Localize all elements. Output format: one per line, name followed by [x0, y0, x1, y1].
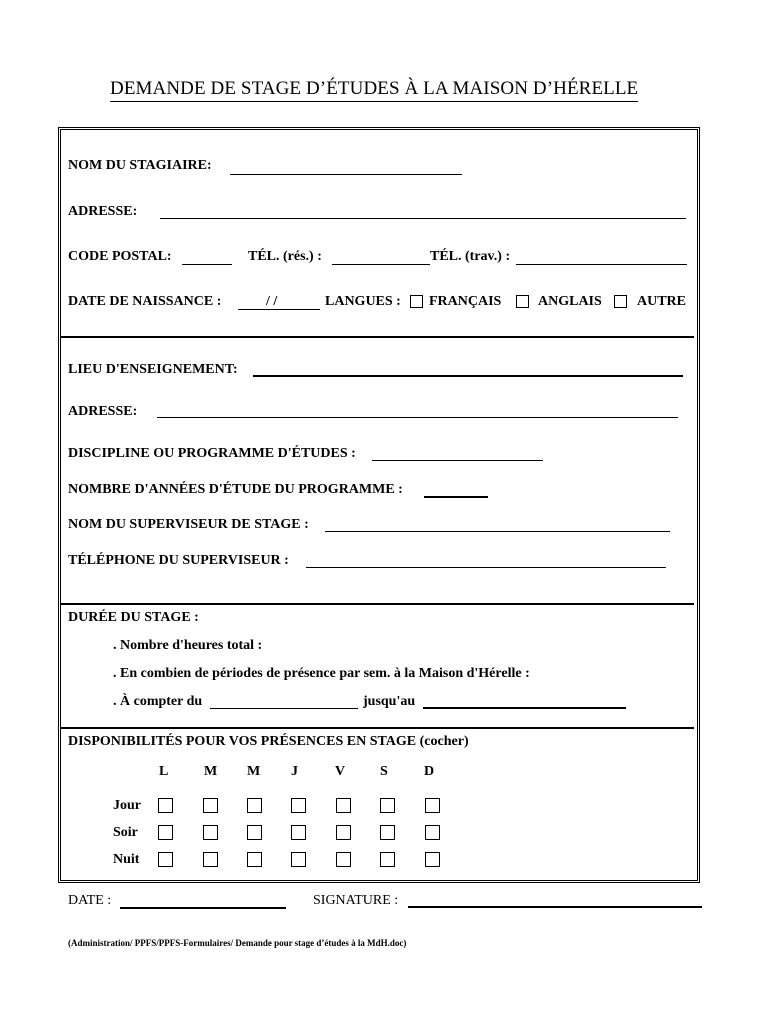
duree-stage-label: DURÉE DU STAGE : [68, 610, 199, 625]
heures-label: . Nombre d'heures total : [113, 638, 263, 653]
availability-checkbox-nuit-0[interactable] [158, 852, 173, 867]
availability-checkbox-jour-1[interactable] [203, 798, 218, 813]
availability-checkbox-soir-4[interactable] [336, 825, 351, 840]
tel-res-field[interactable] [332, 264, 430, 265]
availability-checkbox-nuit-6[interactable] [425, 852, 440, 867]
adresse-ecole-field[interactable] [157, 417, 678, 418]
availability-checkbox-jour-0[interactable] [158, 798, 173, 813]
tel-superviseur-label: TÉLÉPHONE DU SUPERVISEUR : [68, 553, 289, 568]
availability-checkbox-nuit-1[interactable] [203, 852, 218, 867]
nom-stagiaire-field[interactable] [230, 174, 462, 175]
code-postal-field[interactable] [182, 264, 232, 265]
availability-checkbox-soir-1[interactable] [203, 825, 218, 840]
day-header: L [159, 764, 169, 779]
langues-label: LANGUES : [325, 294, 401, 309]
section-divider [61, 603, 694, 605]
form-title: DEMANDE DE STAGE D’ÉTUDES À LA MAISON D’HÉRELLE [110, 78, 638, 102]
date-naissance-field[interactable] [238, 309, 320, 310]
a-compter-label: . À compter du [113, 694, 203, 709]
availability-checkbox-nuit-5[interactable] [380, 852, 395, 867]
availability-checkbox-jour-6[interactable] [425, 798, 440, 813]
disponibilites-heading: DISPONIBILITÉS POUR VOS PRÉSENCES EN STAGE (cocher) [68, 734, 469, 749]
section-divider [61, 727, 694, 729]
document-path-footer: (Administration/ PPFS/PPFS-Formulaires/ Demande pour stage d’études à la MdH.doc) [68, 938, 407, 948]
form-frame [58, 127, 700, 883]
availability-checkbox-soir-0[interactable] [158, 825, 173, 840]
discipline-field[interactable] [372, 460, 543, 461]
availability-checkbox-nuit-3[interactable] [291, 852, 306, 867]
signature-label: SIGNATURE : [313, 893, 399, 908]
date-naissance-label: DATE DE NAISSANCE : [68, 294, 222, 309]
code-postal-label: CODE POSTAL: [68, 249, 172, 264]
francais-label: FRANÇAIS [429, 294, 502, 309]
superviseur-field[interactable] [325, 531, 670, 532]
lieu-enseignement-field[interactable] [253, 375, 683, 377]
signature-field[interactable] [408, 906, 702, 908]
row-label-nuit: Nuit [113, 852, 140, 867]
date-separators: / / [266, 294, 278, 309]
availability-checkbox-soir-2[interactable] [247, 825, 262, 840]
nom-stagiaire-label: NOM DU STAGIAIRE: [68, 158, 212, 173]
row-label-soir: Soir [113, 825, 138, 840]
adresse-field[interactable] [160, 218, 686, 219]
nombre-annees-field[interactable] [424, 496, 488, 498]
lieu-enseignement-label: LIEU D'ENSEIGNEMENT: [68, 362, 238, 377]
day-header: S [380, 764, 388, 779]
section-divider [61, 336, 694, 338]
availability-checkbox-nuit-2[interactable] [247, 852, 262, 867]
availability-checkbox-jour-3[interactable] [291, 798, 306, 813]
tel-superviseur-field[interactable] [306, 567, 666, 568]
adresse-ecole-label: ADRESSE: [68, 404, 138, 419]
date-fin-field[interactable] [423, 707, 626, 709]
availability-checkbox-soir-5[interactable] [380, 825, 395, 840]
superviseur-label: NOM DU SUPERVISEUR DE STAGE : [68, 517, 309, 532]
availability-checkbox-jour-5[interactable] [380, 798, 395, 813]
periodes-label: . En combien de périodes de présence par sem. à la Maison d'Hérelle : [113, 666, 530, 681]
date-field[interactable] [120, 907, 286, 909]
day-header: J [291, 764, 298, 779]
day-header: M [204, 764, 218, 779]
tel-res-label: TÉL. (rés.) : [248, 249, 322, 264]
anglais-label: ANGLAIS [538, 294, 602, 309]
day-header: M [247, 764, 261, 779]
autre-label: AUTRE [637, 294, 687, 309]
day-header: V [335, 764, 346, 779]
availability-checkbox-soir-3[interactable] [291, 825, 306, 840]
date-debut-field[interactable] [210, 708, 358, 709]
jusquau-label: jusqu'au [363, 694, 416, 709]
autre-checkbox[interactable] [614, 295, 627, 308]
availability-checkbox-nuit-4[interactable] [336, 852, 351, 867]
availability-checkbox-jour-2[interactable] [247, 798, 262, 813]
day-header: D [424, 764, 435, 779]
date-label: DATE : [68, 893, 112, 908]
discipline-label: DISCIPLINE OU PROGRAMME D'ÉTUDES : [68, 446, 356, 461]
tel-trav-field[interactable] [516, 264, 687, 265]
tel-trav-label: TÉL. (trav.) : [430, 249, 511, 264]
adresse-label: ADRESSE: [68, 204, 138, 219]
anglais-checkbox[interactable] [516, 295, 529, 308]
francais-checkbox[interactable] [410, 295, 423, 308]
availability-checkbox-soir-6[interactable] [425, 825, 440, 840]
row-label-jour: Jour [113, 798, 141, 813]
availability-checkbox-jour-4[interactable] [336, 798, 351, 813]
nombre-annees-label: NOMBRE D'ANNÉES D'ÉTUDE DU PROGRAMME : [68, 482, 403, 497]
